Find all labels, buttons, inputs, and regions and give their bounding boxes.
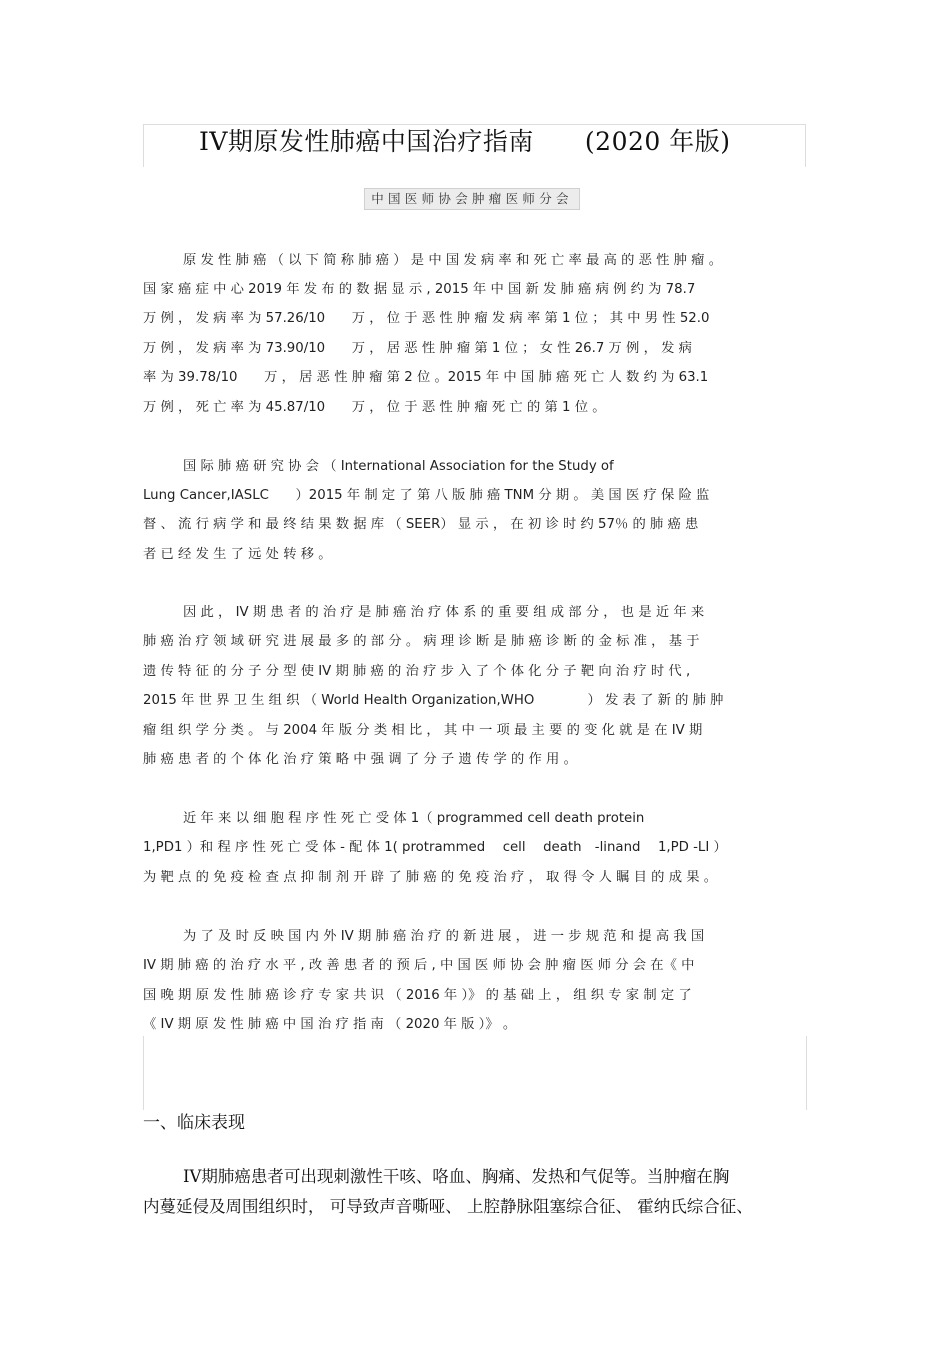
paragraph-line: IV 期 肺 癌 的 治 疗 水 平 , 改 善 患 者 的 预 后 , 中 国 医 师 协 会 肿 瘤 医 师 分 会 在《 中 <box>143 958 695 973</box>
paragraph-line: 万 例 ， 发 病 率 为 57.26/10 万 ， 位 于 恶 性 肿 瘤 发 病 率 第 1 位 ； 其 中 男 性 52.0 <box>143 311 710 326</box>
paragraph-line: 因 此 ， IV 期 患 者 的 治 疗 是 肺 癌 治 疗 体 系 的 重 要 组 成 部 分 ， 也 是 近 年 来 <box>183 605 705 620</box>
paragraph-line: 万 例 ， 发 病 率 为 73.90/10 万 ， 居 恶 性 肿 瘤 第 1 位 ； 女 性 26.7 万 例 ， 发 病 <box>143 341 692 356</box>
paragraph-line: 为 了 及 时 反 映 国 内 外 IV 期 肺 癌 治 疗 的 新 进 展 ， 进 一 步 规 范 和 提 高 我 国 <box>183 929 705 944</box>
paragraph-line: 率 为 39.78/10 万 ， 居 恶 性 肿 瘤 第 2 位 。2015 年 中 国 肺 癌 死 亡 人 数 约 为 63.1 <box>143 370 709 385</box>
empty-frame <box>143 1036 807 1110</box>
paragraph-line: 督 、 流 行 病 学 和 最 终 结 果 数 据 库 （ SEER） 显 示 ， 在 初 诊 时 约 57％ 的 肺 癌 患 <box>143 517 699 532</box>
paragraph-line: Lung Cancer,IASLC ）2015 年 制 定 了 第 八 版 肺 癌 TNM 分 期 。 美 国 医 疗 保 险 监 <box>143 488 710 503</box>
section-heading: 一、临床表现 <box>143 1113 245 1133</box>
paragraph-line: 瘤 组 织 学 分 类 。 与 2004 年 版 分 类 相 比 ， 其 中 一 项 最 主 要 的 变 化 就 是 在 IV 期 <box>143 723 703 738</box>
paragraph-line: 肺 癌 患 者 的 个 体 化 治 疗 策 略 中 强 调 了 分 子 遗 传 学 的 作 用 。 <box>143 752 577 767</box>
document-title: IV期原发性肺癌中国治疗指南 (2020 年版) <box>199 127 731 156</box>
paragraph-line: 国 晚 期 原 发 性 肺 癌 诊 疗 专 家 共 识 （ 2016 年 ）》 的 基 础 上 ， 组 织 专 家 制 定 了 <box>143 988 692 1003</box>
title-frame <box>143 124 806 167</box>
section-line: IV期肺癌患者可出现刺激性干咳、咯血、胸痛、发热和气促等。当肿瘤在胸 <box>183 1167 730 1186</box>
paragraph-line: 遗 传 特 征 的 分 子 分 型 使 IV 期 肺 癌 的 治 疗 步 入 了 个 体 化 分 子 靶 向 治 疗 时 代 , <box>143 664 691 679</box>
paragraph-line: 万 例 ， 死 亡 率 为 45.87/10 万 ， 位 于 恶 性 肿 瘤 死 亡 的 第 1 位 。 <box>143 400 606 415</box>
author-organization: 中国医师协会肿瘤医师分会 <box>364 188 580 210</box>
paragraph-line: 《 IV 期 原 发 性 肺 癌 中 国 治 疗 指 南 （ 2020 年 版 ）》 。 <box>143 1017 517 1032</box>
paragraph-line: 近 年 来 以 细 胞 程 序 性 死 亡 受 体 1（ programmed cell death protein <box>183 811 645 826</box>
paragraph-line: 2015 年 世 界 卫 生 组 织 （ World Health Organization,WHO ） 发 表 了 新 的 肺 肿 <box>143 693 724 708</box>
paragraph-line: 国 际 肺 癌 研 究 协 会 （ International Association for the Study of <box>183 459 614 474</box>
paragraph-line: 1,PD1 ）和 程 序 性 死 亡 受 体 - 配 体 1( protrammed cell death -linand 1,PD -LI ） <box>143 840 727 855</box>
paragraph-line: 者 已 经 发 生 了 远 处 转 移 。 <box>143 547 332 562</box>
paragraph-line: 为 靶 点 的 免 疫 检 查 点 抑 制 剂 开 辟 了 肺 癌 的 免 疫 治 疗 ， 取 得 令 人 瞩 目 的 成 果 。 <box>143 870 718 885</box>
section-line: 内蔓延侵及周围组织时， 可导致声音嘶哑、 上腔静脉阻塞综合征、 霍纳氏综合征、 <box>143 1197 753 1216</box>
paragraph-line: 原 发 性 肺 癌 （ 以 下 简 称 肺 癌 ） 是 中 国 发 病 率 和 死 亡 率 最 高 的 恶 性 肿 瘤 。 <box>183 253 723 268</box>
paragraph-line: 国 家 癌 症 中 心 2019 年 发 布 的 数 据 显 示 , 2015 年 中 国 新 发 肺 癌 病 例 约 为 78.7 <box>143 282 696 297</box>
paragraph-line: 肺 癌 治 疗 领 域 研 究 进 展 最 多 的 部 分 。 病 理 诊 断 是 肺 癌 诊 断 的 金 标 准 ， 基 于 <box>143 634 700 649</box>
